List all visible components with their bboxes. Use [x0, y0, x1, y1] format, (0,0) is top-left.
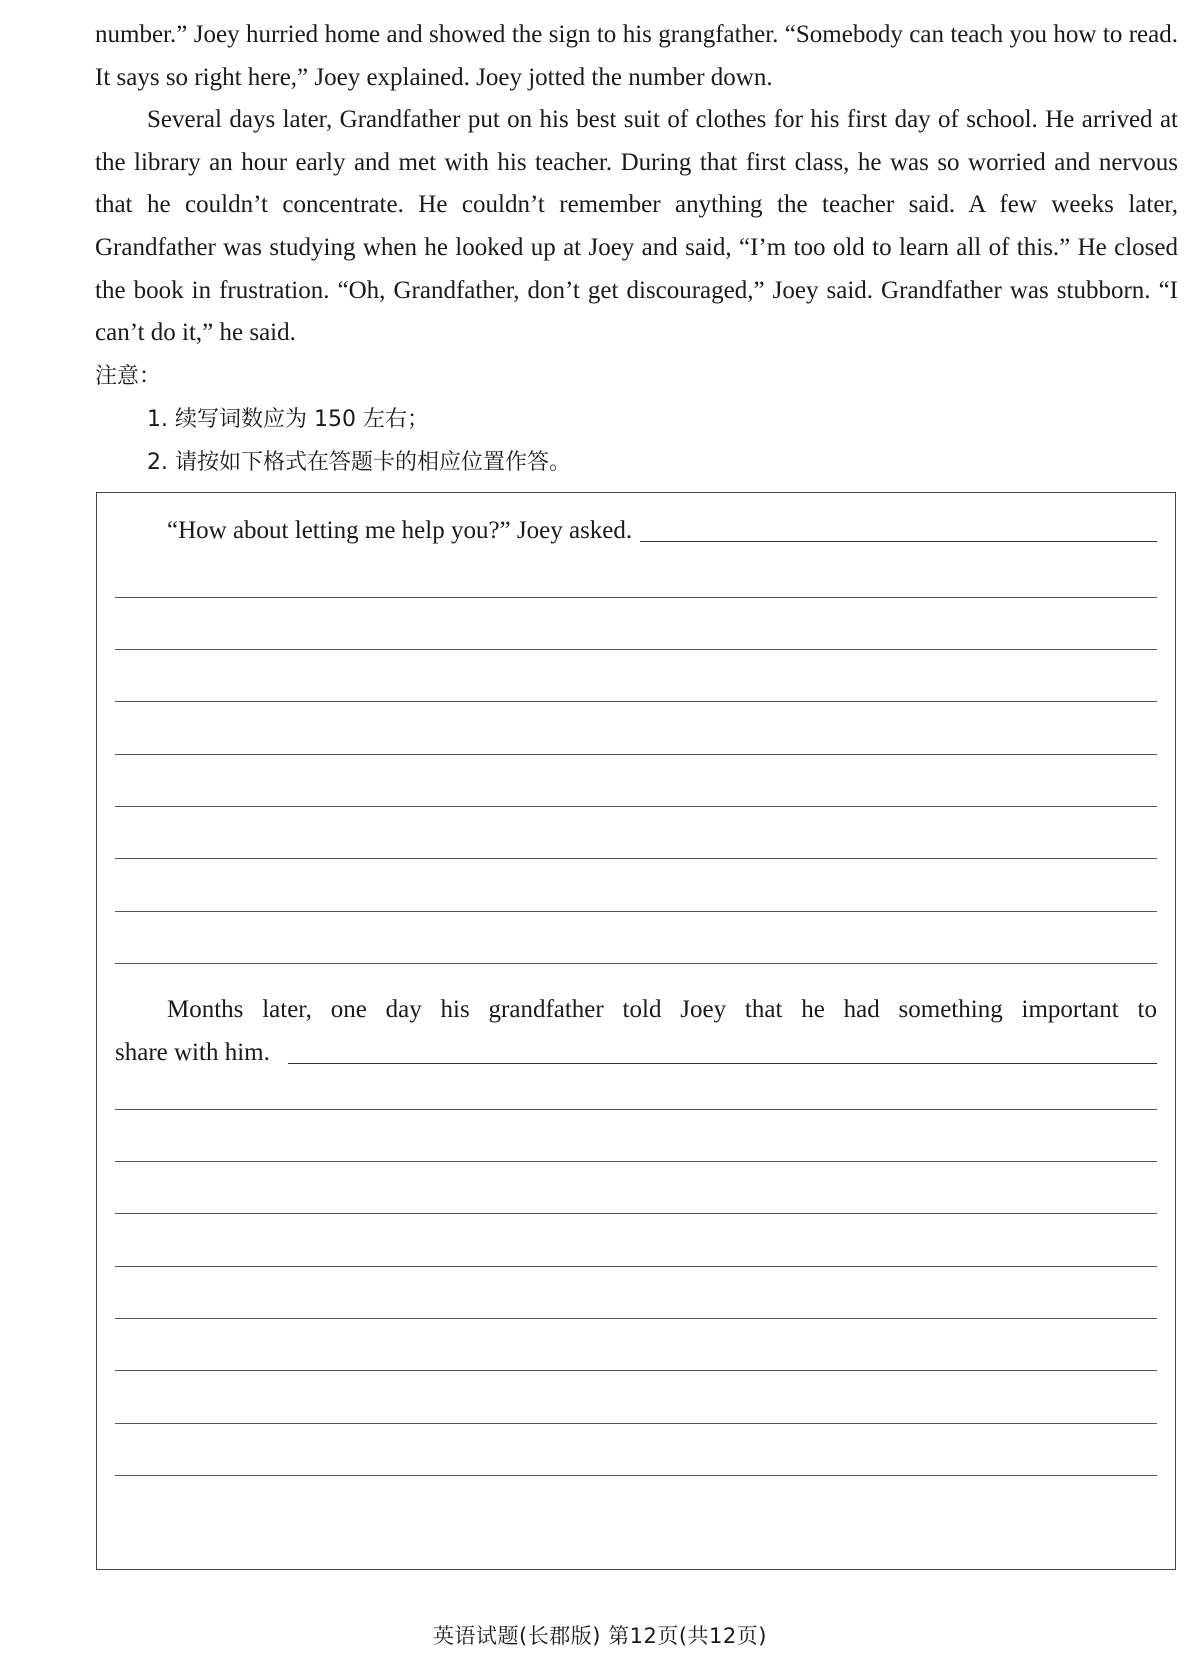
passage — [95, 14, 1178, 355]
prompt-2-line-2: share with him. — [115, 1038, 270, 1066]
prompt-2-line-2-row — [115, 1032, 1157, 1075]
writing-line[interactable] — [115, 1266, 1157, 1267]
writing-line[interactable] — [115, 1475, 1157, 1476]
writing-line[interactable] — [115, 806, 1157, 807]
prompt-2-line-1: Months later, one day his grandfather told Joey that he had something important to — [167, 996, 1157, 1023]
writing-line[interactable] — [115, 1423, 1157, 1424]
note-item-1: 1. 续写词数应为 150 左右； — [147, 407, 429, 432]
writing-blank[interactable] — [288, 1063, 1157, 1064]
passage-paragraph-1: number.” Joey hurried home and showed the sign to his grangfather. “Somebody can teach you how to read. It says so right here,” Joey explained. Joey jotted the number down. — [95, 21, 1178, 91]
writing-blank[interactable] — [640, 541, 1157, 542]
writing-line[interactable] — [115, 754, 1157, 755]
writing-line[interactable] — [115, 1318, 1157, 1319]
writing-line[interactable] — [115, 1161, 1157, 1162]
writing-line[interactable] — [115, 649, 1157, 650]
writing-line[interactable] — [115, 1109, 1157, 1110]
note-item-2: 2. 请按如下格式在答题卡的相应位置作答。 — [147, 450, 571, 475]
writing-line[interactable] — [115, 597, 1157, 598]
page-footer: 英语试题(长郡版) 第12页(共12页) — [433, 1624, 767, 1648]
writing-line[interactable] — [115, 1213, 1157, 1214]
writing-line[interactable] — [115, 911, 1157, 912]
writing-line[interactable] — [115, 858, 1157, 859]
writing-line[interactable] — [115, 1370, 1157, 1371]
notes-section — [95, 355, 571, 484]
answer-box — [96, 492, 1176, 1570]
prompt-line-1 — [115, 511, 1157, 545]
prompt-1-text: “How about letting me help you?” Joey asked. — [167, 517, 633, 544]
prompt-paragraph-2 — [115, 989, 1157, 1074]
notes-heading: 注意： — [95, 364, 162, 389]
writing-line[interactable] — [115, 701, 1157, 702]
writing-line[interactable] — [115, 963, 1157, 964]
passage-paragraph-2: Several days later, Grandfather put on his best suit of clothes for his first day of school. He arrived at the library an hour early and met with his teacher. During that first class, he was so worried and nervous that he couldn’t concentrate. He couldn’t remember anything the teacher said. A few weeks later, Grandfather was studying when he looked up at Joey and said, “I’m too old to learn all of this.” He closed the book in frustration. “Oh, Grandfather, don’t get discouraged,” Joey said. Grandfather was stubborn. “I can’t do it,” he said. — [95, 106, 1178, 347]
